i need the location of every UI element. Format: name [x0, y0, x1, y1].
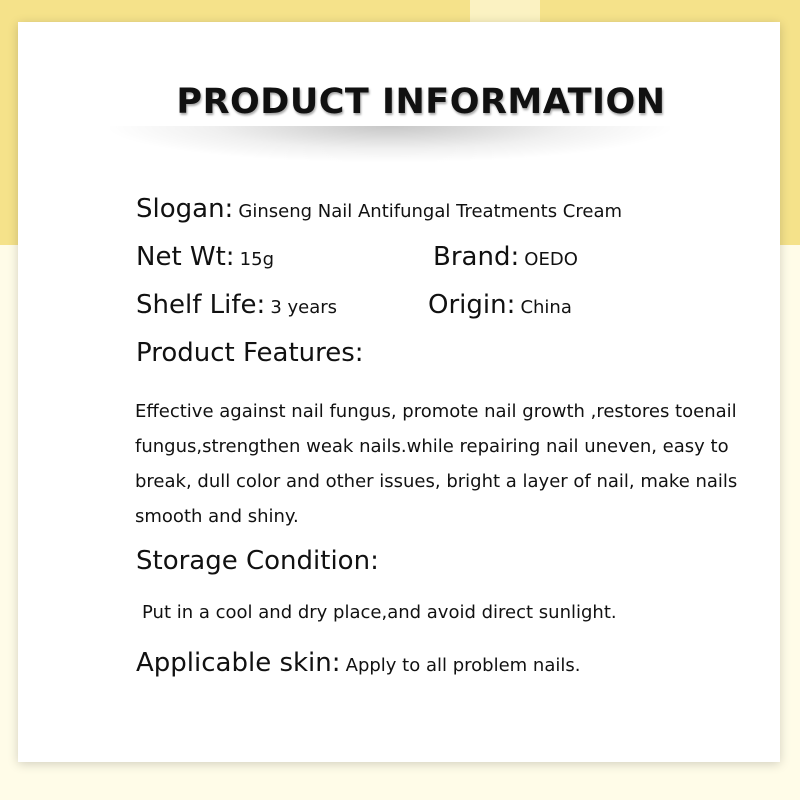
applicable-label: Applicable skin: — [136, 648, 341, 678]
origin-value: China — [520, 297, 572, 318]
slogan-value: Ginseng Nail Antifungal Treatments Cream — [238, 201, 623, 222]
info-card — [18, 22, 780, 762]
shelf-life-label: Shelf Life: — [136, 290, 266, 320]
net-wt-row — [136, 242, 274, 272]
shelf-life-value: 3 years — [270, 297, 338, 318]
page-title: PRODUCT INFORMATION — [176, 82, 666, 122]
background-glare — [470, 0, 540, 22]
net-wt-value: 15g — [239, 249, 275, 270]
features-text: Effective against nail fungus, promote nail growth ,restores toenail fungus,strengthen weak nails.while repairing nail uneven, easy to break, dull color and other issues, bright a layer of nail, make nails smooth and shiny. — [135, 401, 738, 527]
features-heading: Product Features: — [136, 338, 364, 368]
title-underline-shadow — [110, 126, 670, 162]
brand-label: Brand: — [433, 242, 520, 272]
storage-heading: Storage Condition: — [136, 546, 379, 576]
shelf-life-row — [136, 290, 337, 320]
applicable-value: Apply to all problem nails. — [345, 655, 581, 676]
slogan-label: Slogan: — [136, 194, 234, 224]
brand-value: OEDO — [524, 249, 578, 270]
net-wt-label: Net Wt: — [136, 242, 235, 272]
storage-text: Put in a cool and dry place,and avoid direct sunlight. — [142, 602, 617, 623]
brand-row — [433, 242, 578, 272]
origin-label: Origin: — [428, 290, 516, 320]
applicable-row — [136, 648, 580, 678]
origin-row — [428, 290, 572, 320]
slogan-row — [136, 194, 622, 224]
